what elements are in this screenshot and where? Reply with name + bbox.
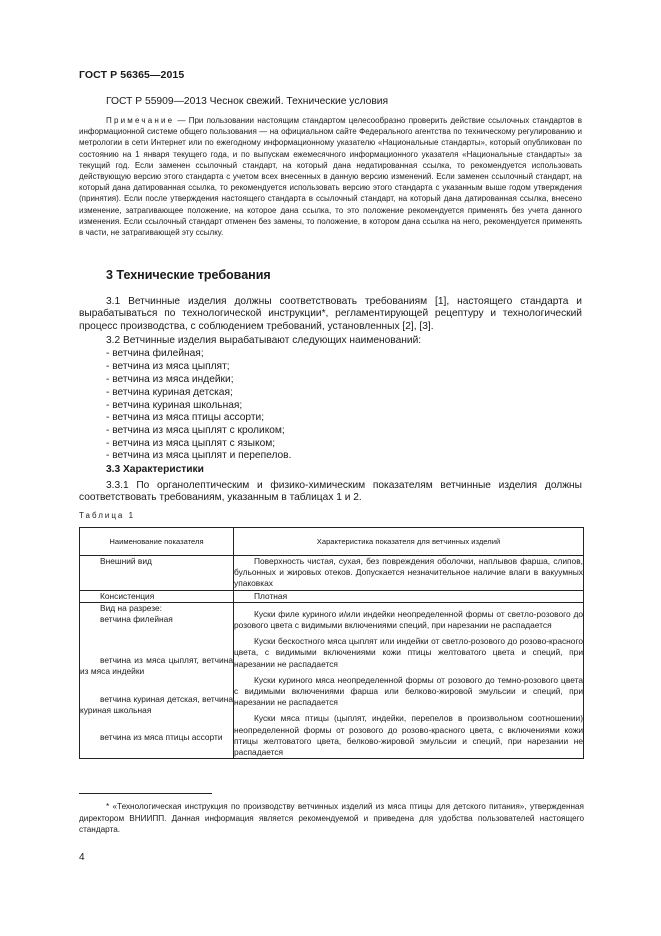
table-header-characteristic: Характеристика показателя для ветчинных изделий — [234, 528, 584, 556]
paragraph-3-2: 3.2 Ветчинные изделия вырабатывают следующих наименований: — [106, 335, 422, 346]
section-title: 3 Технические требования — [106, 268, 271, 282]
list-item: - ветчина куриная детская; — [106, 387, 233, 398]
row-value: Куски бескостного мяса цыплят или индейки от светло-розового до розово-красного цвета, с видимыми включениями кожи птицы желтоватого цвета и специй, при нарезании не распадается — [234, 636, 583, 669]
table-cell-value: Поверхность чистая, сухая, без повреждения оболочки, наплывов фарша, слипов, бульонных и жировых отеков. Допускается незначительное наличие влаги в вакуумных упаковках — [234, 556, 583, 589]
table-cell-value — [234, 602, 584, 758]
table-header-row — [80, 528, 584, 556]
table-row — [80, 590, 584, 602]
table-cell-label: Внешний вид — [80, 556, 234, 591]
cut-view-label: Вид на разрезе: — [100, 602, 163, 613]
list-item: - ветчина из мяса цыплят с языком; — [106, 438, 276, 449]
row-value: Куски филе куриного и/или индейки неопределенной формы от светло-розового до розового цвета с видимыми включениями специй, при нарезании не распадается — [234, 608, 583, 631]
list-item: - ветчина из мяса индейки; — [106, 374, 234, 385]
list-item: - ветчина из мяса цыплят с кроликом; — [106, 425, 285, 436]
row-value: Куски мяса птицы (цыплят, индейки, перепелов в произвольном соотношении) неопределенной формы от розового до розово-красного цвета, с включениями кожи птицы желтоватого цвета, белково-жировой эмульсии и специй, при нарезании не распадается — [234, 713, 583, 758]
row-label: ветчина из мяса птицы ассорти — [100, 732, 223, 743]
subsection-title: 3.3 Характеристики — [106, 464, 204, 475]
table-cell-label: Консистенция — [80, 590, 234, 602]
row-label: ветчина из мяса цыплят, ветчина из мяса индейки — [80, 655, 233, 677]
list-item: - ветчина из мяса птицы ассорти; — [106, 412, 265, 423]
list-item: - ветчина из мяса цыплят и перепелов. — [106, 450, 292, 461]
reference-note — [79, 115, 582, 238]
row-value: Куски куриного мяса неопределенной формы от розового до темно-розового цвета с видимыми включениями фарша или белково-жировой эмульсии и специй, при нарезании не распадается — [234, 674, 583, 708]
document-header: ГОСТ Р 56365—2015 — [79, 69, 185, 81]
row-label: ветчина филейная — [100, 614, 173, 625]
table-row — [80, 556, 584, 591]
list-item: - ветчина куриная школьная; — [106, 400, 243, 411]
row-label: ветчина куриная детская, ветчина куриная школьная — [80, 693, 233, 715]
paragraph-3-1: 3.1 Ветчинные изделия должны соответствовать требованиям [1], настоящего стандарта и вырабатываться по технологической инструкции*, регламентирующей рецептуру и технологический процесс производства, с соблюдением требований, установленных [2], [3]. — [79, 296, 582, 332]
list-item: - ветчина филейная; — [106, 348, 204, 359]
page-number: 4 — [79, 852, 85, 863]
table-header-indicator: Наименование показателя — [80, 528, 234, 556]
note-text: — При пользовании настоящим стандартом целесообразно проверить действие ссылочных стандартов в информационной системе общего пользования — на официальном сайте Федерального агентства по техническому регулированию и метрологии в сети Интернет или по ежегодному информационному указателю «Национальные стандарты», который опубликован по состоянию на 1 января текущего года, и по выпускам ежемесячного информационного указателя «Национальные стандарты» за текущий год. Если заменен ссылочный стандарт, на который дана недатированная ссылка, то рекомендуется использовать действующую версию этого стандарта с учетом всех внесенных в данную версию изменений. Если заменен ссылочный стандарт, на который дана датированная ссылка, то рекомендуется использовать версию этого стандарта с указанным выше годом утверждения (принятия). Если после утверждения настоящего стандарта в ссылочный стандарт, на который дана датированная ссылка, внесено изменение, затрагивающее положение, на которое дана ссылка, то это положение рекомендуется применять без учета данного изменения. Если ссылочный стандарт отменен без замены, то положение, в котором дана ссылка на него, рекомендуется применять в части, не затрагивающей эту ссылку. — [79, 116, 582, 238]
list-item: - ветчина из мяса цыплят; — [106, 361, 230, 372]
table-cell-label — [80, 602, 234, 758]
note-label: Примечание — [106, 116, 175, 125]
footnote: * «Технологическая инструкция по производству ветчинных изделий из мяса птицы для детского питания», утвержденная директором ВНИИПП. Данная информация является рекомендуемой и приведена для удобства пользователей настоящего стандарта. — [79, 802, 584, 834]
normative-reference: ГОСТ Р 55909—2013 Чеснок свежий. Технические условия — [106, 96, 389, 107]
paragraph-3-3-1: 3.3.1 По органолептическим и физико-химическим показателям ветчинные изделия должны соответствовать требованиям, указанным в таблицах 1 и 2. — [79, 480, 582, 504]
footnote-divider — [79, 793, 212, 794]
table-cell-value: Плотная — [234, 590, 584, 602]
characteristics-table — [79, 527, 584, 759]
table-caption: Таблица 1 — [79, 511, 136, 520]
table-row — [80, 602, 584, 758]
